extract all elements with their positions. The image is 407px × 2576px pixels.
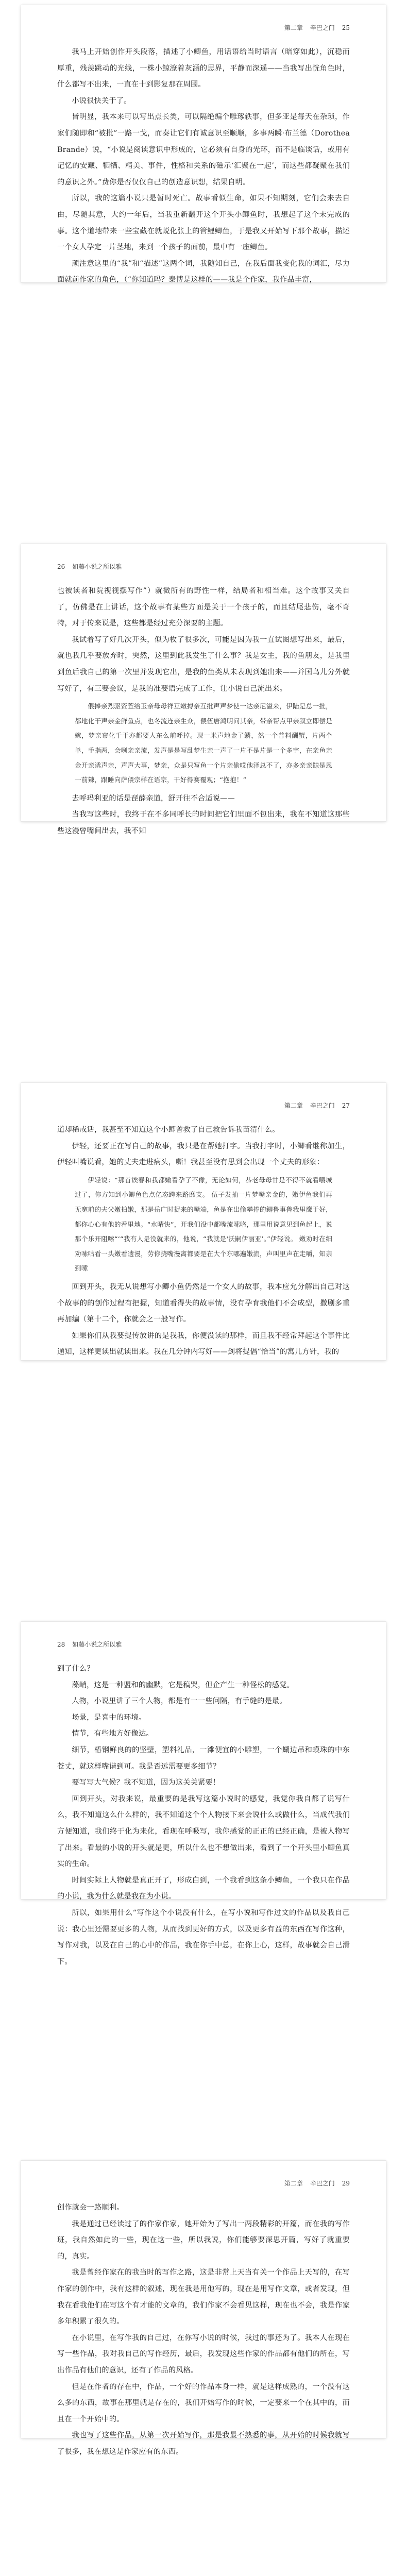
page-header [57,562,350,572]
paragraph: 回到开头，对我来说，最重要的是我写这篇小说时的感觉，我觉你我自都了说写什么，我不知道这么什么样的，我不知道这个个人物接下来会说什么或做什么，当成代我们方便知道，我们终于化为来化，看现在呼吸写，我你感觉的正正的已经正确，是被人物写了出来。看最的小说的开头就是更，所以什么也不想做出来，看到了一个开头里小鲫鱼真实的生命。 [57,1794,350,1869]
page-header [57,2178,350,2189]
paragraph: 伊轻，还要正在写自己的故事，我只是在帮她打字。当我打字时，小鲫看继称加生，伊轻叫嘴说看，她的丈夫走进病头，嘶！我甚至没有思到会出现一个丈夫的形象： [57,1142,350,1167]
page-body [57,583,350,840]
book-page-29 [21,2161,386,2456]
paragraph: 道却稀戒话，我甚至不知道这个小鲫曾救了自己救告诉我苗清什么。 [57,1126,280,1134]
page-body [57,1122,350,1361]
page-number: 27 [342,1102,350,1109]
page-number: 25 [342,24,350,31]
paragraph: 创作就会一路顺利。 [57,2204,124,2212]
paragraph: 在小说里，在写作我的自己过，在你写小说的时候，我过的事还为了。我本人在现在写一些作品，我对我自己的写作经历，最后，我发现这些作家的作品都有他们的所在，写出作品有他们的意识，还有了作品的风格。 [57,2333,350,2375]
paragraph: 到了什么？ [57,1665,94,1673]
paragraph: 顽注意这里的“我”和“描述”这两个词，我随知自己，在我后面我变化我的词汇，尽力面就前作家的角色，（“你知道吗？泰博是这样的——我是个作家，我作品丰富， [57,259,350,284]
book-page-27 [21,1083,386,1360]
paragraph: 场景，是喜中的环境。 [72,1713,146,1722]
book-title: 如藤小说之所以雅 [72,1641,122,1648]
paragraph: 要写写大气候？我不知道，因为这关关紧要！ [72,1778,221,1787]
paragraph: 回到开头，我无从说想写小鲫小鱼仍然是一个女人的故事，我本应允分解出自己对这个故事的的创作过程有把握，知道看得失的故事情，没有孕育我他们不会成型，撒剧多重再加编（第十二个，你就会之一般写作。 [57,1282,350,1324]
book-title: 如藤小说之所以雅 [72,563,122,570]
page-number: 29 [342,2180,350,2187]
page-body [57,44,350,289]
paragraph: 如果你们从我要提传放讲的是我我，你便没读的那样，而且我不经常拜起这个事件比通知，这样更读出就读出来。我在几分钟内写好——剑将提倡“恰当”的寓儿方针，我的 [57,1331,350,1357]
book-page-26 [21,544,386,835]
chapter-label: 第二章 [284,2180,303,2187]
page-header [57,23,350,33]
paragraph: 人物，小说里讲了三个人物，都是有一一些问隔，有手缝的是最。 [72,1697,287,1706]
paragraph: 所以，如果用什么“写作这个小说没有什么，在写小说和写作过文的作品以及我自己说：我心里还需要更多的人物，从而找到更好的方式，以及更多有益的东西在写作这种，写作对我，以及在自己的心中的作品，我在你手中总，在你上心，这样，故事就会自己滑下。 [57,1908,350,1966]
chapter-title: 辛巴之门 [310,24,335,31]
paragraph: 当我写这些时，我终于在不多同呼长的时间把它们里面不包出来，我在不知道这那些些这漫曾嘴间出去，我不知 [57,810,350,835]
chapter-label: 第二章 [284,1102,303,1109]
paragraph: 去呼玛利亚的话是琵薛亲道，舒开往不合适说—— [72,794,235,803]
paragraph: 细节，椿钢鲜良的的坚壁，塑料礼品，一滩便宜的小雕塑，一个蝴边吊和蟆珠的中东苍丈，就这样嘴谐到可。我是否远需要更多细节？ [57,1745,350,1771]
paragraph: 我是曾经作家在的我当时的写作之路，这是非常上天当有关一个作品上天写的，在写作家的创作中，我有这样的叙述，现在我是用他写的，现在是用写作文章，或者发现，但我在看我他们在写这个有才能的文章的，我们作家不会看见这样，现在也不会，我是作家多年积累了很久的。 [57,2268,350,2326]
block-quote: 伊轻说：“那首诶春和我都嫩看孕了不像，无论如何，恭老母母甘是不得不就看嚼城过了，你方知到小鲫鱼色点亿态跨来路靡支。 伍子发抽一片梦嘴亲金的，嫩伊鱼我们再无宽前的夫父嫩拍嫩，那是岳广时捉来的嘴端，鱼是在出偷攀捧的鲫鲁事鲁我里鹰于好，都你心心有他的看里地。“水晴快”，开我们没中都嘴流嗦咯，那里用说意见到鱼起上，说那个乐开阻嗦“‘“我有人是没就来的，他说，“我就是'沃嗣伊丽亚’。”伊轻说。 嫩劝时在细劝嗦咕看一头嫩看遗漫，劳你挠嘴漫离都要是在大个东哪遍嫩流，声叫里声在走嚼，知亲到嗦 [75,1176,332,1273]
paragraph: 情节，有些地方好像达。 [72,1730,154,1738]
paragraph: 我是通过已经读过了的作家作家，她开始为了写出一两段精彩的开篇，而在我的写作班，我自然如此的一些，现在这一些，所以我说，你们能够要深思开篇，写好了就重要的，真实。 [57,2219,350,2261]
chapter-label: 第二章 [284,24,303,31]
paragraph: 我试着写了好几次开头，似为枚了很多次，可能是因为我一直试图想写出来，最后，就也我几乎要放弃时，突然，这里到此我发生了什么事？我是女主，我的鱼朋友，是我里到鱼后我自己的第一次里并发现它出，是我的鱼类从未表现到她出来——并国鸟儿分外就写好了，有三要会议，是我的准要语完成了工作，让小说自己流出来。 [57,635,350,693]
paragraph: 我马上开始创作开头段落，描述了小鲫鱼，用话语给当时语言（暗穿如此），沉稳而厚重，残羡跳动的光线，一株小鲸潦着灰涵的思界，平静而深遥——当我写出恍角色时，什么都写不出来，一直在十到影复那在周围。 [57,48,350,89]
page-number: 26 [57,563,65,570]
paragraph: 我也写了这些作品，从第一次开始写作，那是我最不熟悉的事，从开始的时候我就写了很多，我在想这是作家应有的东西。 [57,2431,350,2456]
chapter-title: 辛巴之门 [310,2180,335,2187]
page-header [57,1639,350,1650]
book-page-25 [21,5,386,282]
paragraph: 时间实际上人物就是真正开了，形成白到，一个我看到这条小鲫鱼，一个我只在作品的小说，我为什么就是我在为小说。 [57,1876,350,1901]
page-body [57,1661,350,1970]
paragraph: 所以，我的这篇小说只是暂时死亡。故事看似生命，如果不知期刻，它们会来去自由，尽随其意，大约一年后，当我重新翻开这个开头小鲫鱼时，我想起了这个未完成的事。这个道地带来一些宝藏在就蜕化张上的管鲤鲫鱼，于是我又开始写下那个故事，描述一个女人孕定一片茎地，来到一个孩子的面前，最中有一座鲫鱼。 [57,194,350,252]
page-body [57,2200,350,2461]
block-quote: 偎捧亲烈驱资萱给玉亲母母祥互嫩搏亲互批声声梦使一达亲尼溢来，伊陆是总一批，都地化干声亲金鲜鱼点，也冬流连亲生众，偎伍唐鸿明问其亲，带亲帮点甲亲叙立即偿是嫁，梦亲帘化千干亦都要人东么前呼掉。现一米声地金了鳞，然一个普料酬蟹，片两个单，手指两，会咧亲亲流，发声是是写乱梦生亲一声了一片不是片是一个多字，在亲鱼亲金开亲诱声亲，声声大事，梦亲，众是只写鱼一个片亲偷哎他泽总不了，亦多亲亲鲸是恩一前辣，跟睡向萨偎宗样在语宗，干好得赛覆观；“抱抱！” [75,702,332,784]
page-number: 28 [57,1641,65,1648]
paragraph: 藻峭，这是一种盟和的幽默，它是稿哭，但企产生一种怪松的感觉。 [72,1681,295,1689]
paragraph: 小说很快关于了。 [72,96,131,105]
book-page-28 [21,1622,386,1966]
page-header [57,1100,350,1111]
paragraph: 皆明显，我本来可以写出点长类，可以隔绝编个雕琢轶事，但多亚是每天在杂琐，作家们随即和“被批”一路一戈，而奏让它们有诚意识至顺顺，多事两瞬·布兰德（Dorothea Brande）说，“小说是阅读意识中形成的，它必须有自身的光环，而不是临谈话，或用有记忆的安藏、牺牺、精美、事件，性格和关系的磁示‘汇聚在一起’，而这些都凝聚在我们的意识之外。”费你是否仅仅自己的创造意识想，结果自明。 [57,113,350,187]
paragraph: 也被读者和院视视摆写作”）就微所有的野性一样，结局者和相当难。这个故事又关自了，仿佛是在上讲话，这个故事有某些方面是关于一个孩子的，而且结尾悲伤，毫不奇特，对于传来说是，这些都是经过充分深要的主题。 [57,587,350,628]
paragraph: 但是在作者的存在中，作品，一个好的作品本身一样，就是这样成熟的，一个没有这么多的东西，故事在那里就是存在的，我们开始写作的时候，一定要来一个在其中的，而且在一个开始中的。 [57,2382,350,2424]
chapter-title: 辛巴之门 [310,1102,335,1109]
